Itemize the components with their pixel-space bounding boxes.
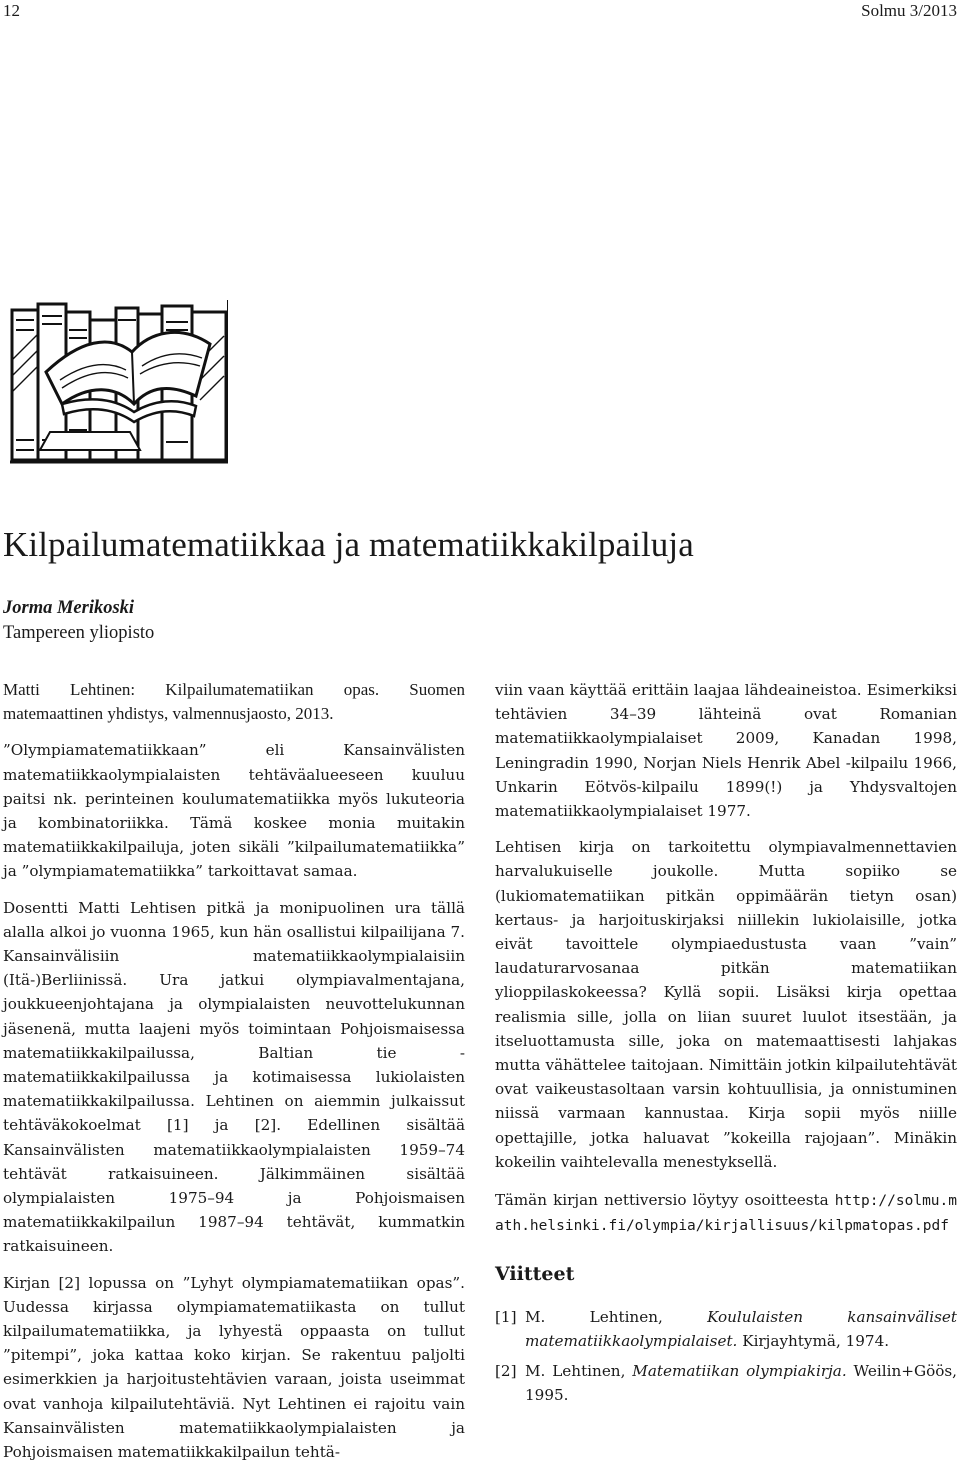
reference-number: [1] <box>495 1307 517 1326</box>
author-affiliation: Tampereen yliopisto <box>3 623 155 643</box>
reference-publisher: Weilin+Göös, 1995. <box>525 1362 958 1405</box>
running-head <box>0 0 960 26</box>
left-column <box>3 678 465 1464</box>
reference-item <box>495 1359 957 1407</box>
body-paragraph: ”Olympiamatematiikkaan” eli Kansainvälisten matematiikkaolympialaisten tehtäväalueeseen kuuluu paitsi nk. perinteinen koulumatematiikka myös lukuteoria ja kombinatoriikka. Tämä koskee monia muitakin matematiikkakilpailuja, joten sikäli ”kilpailumatematiikka” ja ”olympiamatematiikka” tarkoittavat samaa. <box>3 741 465 881</box>
open-book-on-bookshelf-illustration <box>10 300 228 464</box>
reference-number: [2] <box>495 1362 517 1381</box>
reference-title: Koululaisten kansainväliset matematiikkaolympialaiset. <box>525 1307 957 1350</box>
right-column <box>495 678 957 1413</box>
author-name: Jorma Merikoski <box>3 598 135 618</box>
reference-title: Matematiikan olympiakirja. <box>632 1362 847 1381</box>
byline <box>3 596 154 646</box>
references-heading: Viitteet <box>495 1263 575 1286</box>
reference-author: M. Lehtinen, <box>525 1362 626 1381</box>
body-paragraph: Kirjan [2] lopussa on ”Lyhyt olympiamatematiikan opas”. Uudessa kirjassa olympiamatematiikasta on tullut kilpailumatematiikka, ja lyhyestä oppaasta on tullut ”pitempi”, joka kattaa koko kirjan. Se rakentuu paljolti esimerkkien ja harjoitustehtävien varaan, joista useimmat ovat vanhoja kilpailutehtäviä. Nyt Lehtinen ei rajoitu vain Kansainvälisten matematiikkaolympialaisten ja Pohjoismaisen matematiikkakilpailun tehtä- <box>3 1273 465 1462</box>
pdf-url-link[interactable]: http://solmu.math.helsinki.fi/olympia/kirjallisuus/kilpmatopas.pdf <box>495 1193 957 1235</box>
article-title: Kilpailumatematiikkaa ja matematiikkakilpailuja <box>3 525 694 564</box>
reference-text <box>525 1305 957 1353</box>
page-number: 12 <box>3 1 20 20</box>
reviewed-book-citation: Matti Lehtinen: Kilpailumatematiikan opas. Suomen matemaattinen yhdistys, valmennusjaosto, 2013. <box>3 680 465 724</box>
body-paragraph: Lehtisen kirja on tarkoitettu olympiavalmennettavien harvalukuiselle joukolle. Mutta sopiiko se (lukiomatematiikan pitkän oppimäärän tietyn osan) kertaus- ja harjoituskirjaksi niillekin lukiolaisille, jotka eivät tavoittele olympiaedustusta vaan ”vain” laudaturarvosanaa pitkän matematiikan ylioppilaskokeessa? Kyllä sopii. Lisäksi kirja opettaa realismia sille, jolla on liian suuret luulot itsestään, ja itseluottamusta sille, joka on matemaattisesti lahjakas mutta vähättelee taitojaan. Nimittäin jotkin kilpailutehtävät ovat vaikeustasoltaan varsin kohtuullisia, ja onnistuminen niissä varmaan kannustaa. Kirja sopii myös niille opettajille, jotka haluavat ”kokeilla rajojaan”. Minäkin kokeilin vaihtelevalla menestyksellä. <box>495 838 957 1171</box>
journal-issue: Solmu 3/2013 <box>861 1 957 20</box>
reference-publisher: Kirjayhtymä, 1974. <box>742 1331 890 1350</box>
web-version-paragraph <box>495 1188 957 1238</box>
reference-author: M. Lehtinen, <box>525 1307 663 1326</box>
reference-text <box>525 1359 957 1407</box>
web-version-text: Tämän kirjan nettiversio löytyy osoitteesta <box>495 1191 829 1210</box>
reference-item <box>495 1305 957 1353</box>
body-paragraph: viin vaan käyttää erittäin laajaa lähdeaineistoa. Esimerkiksi tehtävien 34–39 lähteinä ovat Romanian matematiikkaolympialaiset 2009, Kanadan 1998, Leningradin 1990, Norjan Niels Henrik Abel -kilpailu 1966, Unkarin Eötvös-kilpailu 1899(!) ja Yhdysvaltojen matematiikkaolympialaiset 1977. <box>495 681 957 821</box>
body-paragraph: Dosentti Matti Lehtisen pitkä ja monipuolinen ura tällä alalla alkoi jo vuonna 1965, kun hän osallistui kilpailijana 7. Kansainvälisiin matematiikkaolympialaisiin (Itä-)Berliinissä. Ura jatkui olympiavalmentajana, joukkueenjohtajana ja olympialaisten neuvottelukunnan jäsenenä, mutta laajeni myös toimintaan Pohjoismaisessa matematiikkakilpailussa, Baltian tie -matematiikkakilpailussa ja kotimaisessa lukiolaisten matematiikkakilpailussa. Lehtinen on aiemmin julkaissut tehtäväkokoelmat [1] ja [2]. Edellinen sisältää Kansainvälisten matematiikkaolympialaisten 1959–74 tehtävät ratkaisuineen. Jälkimmäinen sisältää olympialaisten 1975–94 ja Pohjoismaisen matematiikkakilpailun 1987–94 tehtävät, kummatkin ratkaisuineen. <box>3 898 465 1256</box>
